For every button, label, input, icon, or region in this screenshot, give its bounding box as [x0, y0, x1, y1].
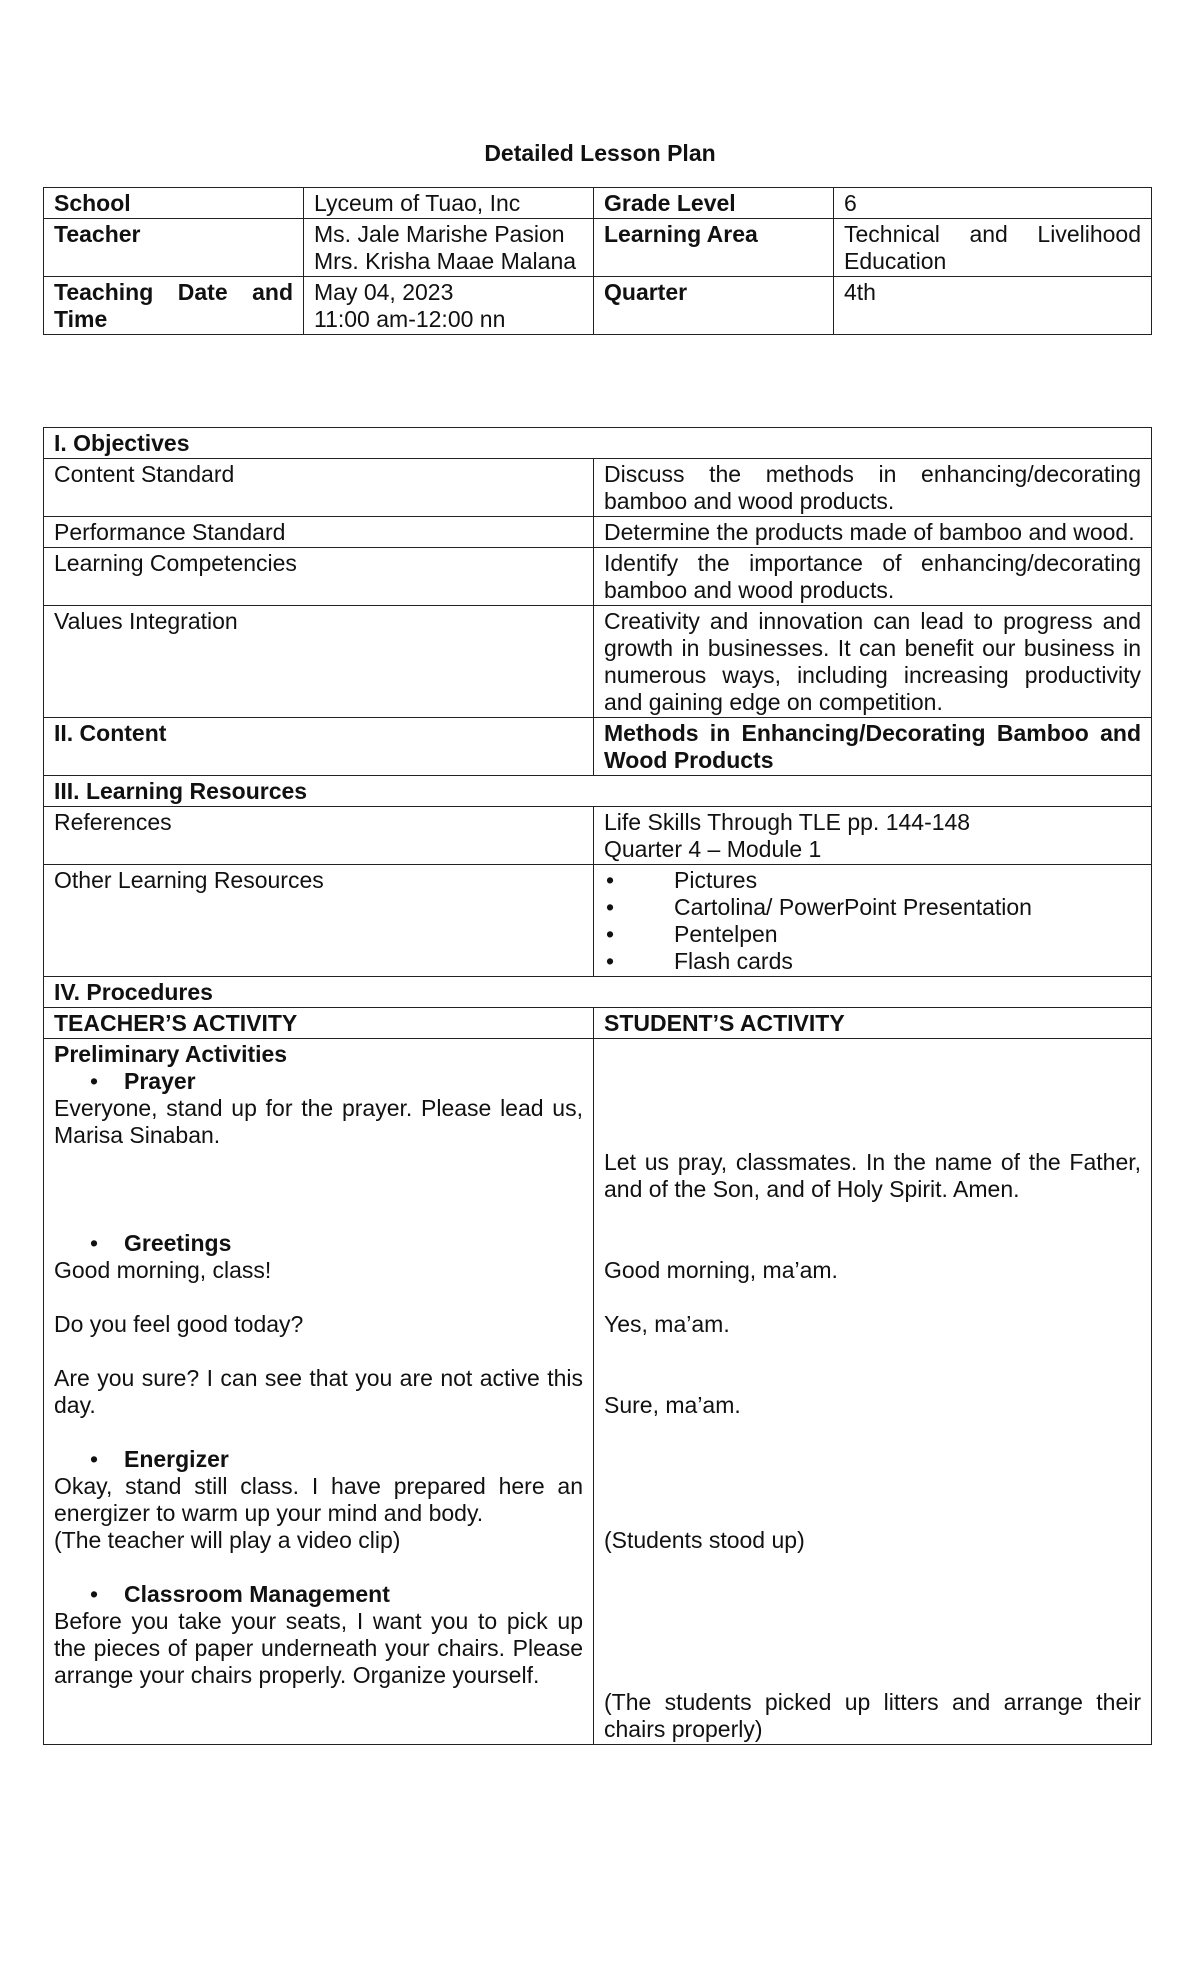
prayer-title: • Prayer: [54, 1068, 583, 1095]
quarter-label: Quarter: [594, 277, 834, 335]
list-item: • Pentelpen: [604, 921, 1141, 948]
greet-teacher-3: Are you sure? I can see that you are not active this day.: [54, 1365, 583, 1418]
other-resources-value: [594, 865, 1152, 977]
time-value: 11:00 am-12:00 nn: [314, 306, 506, 332]
content-standard-label: Content Standard: [44, 459, 594, 517]
student-activity-cell: [594, 1039, 1152, 1745]
content-value: Methods in Enhancing/Decorating Bamboo and Wood Products: [594, 718, 1152, 776]
date-value: May 04, 2023: [314, 279, 454, 305]
greet-student-3: Sure, ma’am.: [604, 1392, 741, 1418]
main-table: [43, 427, 1152, 1745]
teacher-line-2: Mrs. Krisha Maae Malana: [314, 248, 577, 274]
references-value: [594, 807, 1152, 865]
school-row: [44, 188, 1152, 219]
resources-heading: III. Learning Resources: [44, 776, 1152, 807]
other-resources-list: [604, 867, 1141, 975]
performance-standard-row: [44, 517, 1152, 548]
objectives-heading-row: [44, 428, 1152, 459]
energizer-teacher-text: Okay, stand still class. I have prepared here an energizer to warm up your mind and body.: [54, 1473, 583, 1526]
greet-student-2: Yes, ma’am.: [604, 1311, 730, 1337]
area-label: Learning Area: [594, 219, 834, 277]
other-resources-label: Other Learning Resources: [44, 865, 594, 977]
procedures-heading: IV. Procedures: [44, 977, 1152, 1008]
other-resources-row: [44, 865, 1152, 977]
preliminary-heading: Preliminary Activities: [54, 1041, 288, 1067]
greet-teacher-1: Good morning, class!: [54, 1257, 272, 1283]
references-label: References: [44, 807, 594, 865]
performance-standard-value: Determine the products made of bamboo and wood.: [594, 517, 1152, 548]
list-item: • Pictures: [604, 867, 1141, 894]
activities-row: [44, 1039, 1152, 1745]
school-label: School: [44, 188, 304, 219]
datetime-value: [304, 277, 594, 335]
values-label: Values Integration: [44, 606, 594, 718]
performance-standard-label: Performance Standard: [44, 517, 594, 548]
energizer-title: • Energizer: [54, 1446, 583, 1473]
grade-label: Grade Level: [594, 188, 834, 219]
teacher-row: [44, 219, 1152, 277]
datetime-row: [44, 277, 1152, 335]
quarter-value: 4th: [834, 277, 1152, 335]
references-line-2: Quarter 4 – Module 1: [604, 836, 822, 862]
content-heading: II. Content: [44, 718, 594, 776]
datetime-label: Teaching Date and Time: [44, 277, 304, 335]
energizer-note: (The teacher will play a video clip): [54, 1527, 401, 1553]
school-value: Lyceum of Tuao, Inc: [304, 188, 594, 219]
resources-heading-row: [44, 776, 1152, 807]
energizer-student-text: (Students stood up): [604, 1527, 805, 1553]
values-value: Creativity and innovation can lead to progress and growth in businesses. It can benefit our business in numerous ways, including increasing productivity and gaining edge on competition.: [594, 606, 1152, 718]
prayer-student-text: Let us pray, classmates. In the name of the Father, and of the Son, and of Holy Spirit. Amen.: [604, 1149, 1142, 1202]
management-teacher-text: Before you take your seats, I want you to pick up the pieces of paper underneath your chairs. Please arrange your chairs properly. Organize yourself.: [54, 1608, 583, 1688]
greet-teacher-2: Do you feel good today?: [54, 1311, 304, 1337]
greet-student-1: Good morning, ma’am.: [604, 1257, 838, 1283]
competencies-label: Learning Competencies: [44, 548, 594, 606]
content-standard-value: Discuss the methods in enhancing/decorating bamboo and wood products.: [594, 459, 1152, 517]
management-student-text: (The students picked up litters and arrange their chairs properly): [604, 1689, 1142, 1742]
teacher-value: [304, 219, 594, 277]
values-row: [44, 606, 1152, 718]
greetings-title: • Greetings: [54, 1230, 583, 1257]
student-activity-heading: STUDENT’S ACTIVITY: [594, 1008, 1152, 1039]
activity-columns-row: [44, 1008, 1152, 1039]
prayer-teacher-text: Everyone, stand up for the prayer. Please lead us, Marisa Sinaban.: [54, 1095, 583, 1148]
teacher-activity-cell: [44, 1039, 594, 1745]
competencies-value: Identify the importance of enhancing/decorating bamboo and wood products.: [594, 548, 1152, 606]
grade-value: 6: [834, 188, 1152, 219]
list-item: • Flash cards: [604, 948, 1141, 975]
objectives-heading: I. Objectives: [44, 428, 1152, 459]
procedures-heading-row: [44, 977, 1152, 1008]
management-title: • Classroom Management: [54, 1581, 583, 1608]
content-row: [44, 718, 1152, 776]
teacher-activity-heading: TEACHER’S ACTIVITY: [44, 1008, 594, 1039]
list-item: • Cartolina/ PowerPoint Presentation: [604, 894, 1141, 921]
teacher-label: Teacher: [44, 219, 304, 277]
references-line-1: Life Skills Through TLE pp. 144-148: [604, 809, 971, 835]
document-title: Detailed Lesson Plan: [484, 140, 716, 166]
header-table: [43, 187, 1152, 335]
references-row: [44, 807, 1152, 865]
content-standard-row: [44, 459, 1152, 517]
teacher-line-1: Ms. Jale Marishe Pasion: [314, 221, 565, 247]
area-value: Technical and Livelihood Education: [834, 219, 1152, 277]
competencies-row: [44, 548, 1152, 606]
